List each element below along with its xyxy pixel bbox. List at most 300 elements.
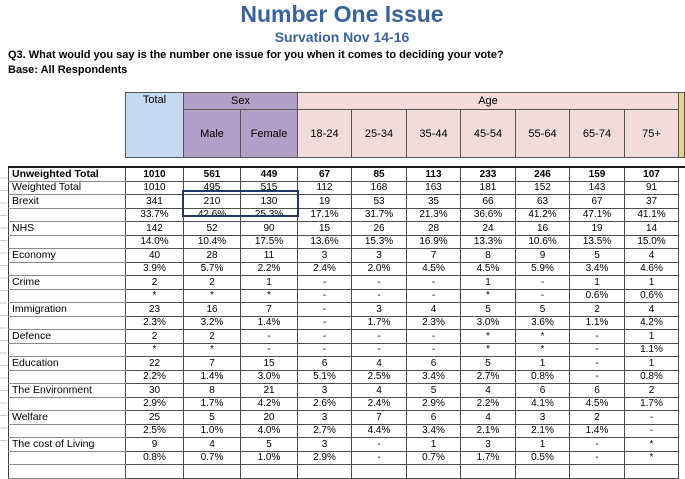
table-cell[interactable]: 4 <box>461 411 516 425</box>
table-cell[interactable]: 1.4% <box>184 370 241 384</box>
table-cell[interactable]: 3 <box>298 249 352 263</box>
column-header-age-75plus[interactable]: 75+ <box>625 110 679 158</box>
table-cell[interactable]: 16 <box>184 303 241 317</box>
table-cell[interactable]: * <box>126 289 184 303</box>
table-cell[interactable]: - <box>570 343 625 357</box>
table-cell[interactable]: 0.8% <box>625 370 679 384</box>
table-cell[interactable]: * <box>461 343 516 357</box>
table-cell-cutoff <box>679 276 685 290</box>
table-cell[interactable]: 25.3% <box>241 208 298 222</box>
table-cell[interactable]: 6 <box>516 384 570 398</box>
table-cell[interactable]: 11 <box>241 249 298 263</box>
table-cell[interactable]: 37 <box>625 195 679 209</box>
table-cell[interactable]: 90 <box>241 222 298 236</box>
table-cell[interactable]: 2 <box>126 330 184 344</box>
table-cell[interactable]: 2.1% <box>516 424 570 438</box>
table-cell[interactable]: 5 <box>461 357 516 371</box>
table-cell[interactable]: 4 <box>461 384 516 398</box>
table-cell[interactable]: - <box>407 330 461 344</box>
row-label[interactable] <box>9 208 126 222</box>
table-row <box>9 397 685 411</box>
table-cell[interactable]: 2 <box>570 303 625 317</box>
table-cell[interactable]: - <box>407 343 461 357</box>
table-cell[interactable]: - <box>352 343 407 357</box>
table-row <box>9 330 685 344</box>
table-cell[interactable]: 22 <box>126 357 184 371</box>
table-cell[interactable]: 2.3% <box>126 316 184 330</box>
demographics-header <box>125 92 685 158</box>
table-cell[interactable]: 3.9% <box>126 262 184 276</box>
table-cell[interactable]: 91 <box>625 181 679 195</box>
table-cell[interactable]: 15.0% <box>625 235 679 249</box>
table-cell[interactable]: 3.4% <box>407 370 461 384</box>
table-cell[interactable]: * <box>516 343 570 357</box>
table-cell[interactable]: 8 <box>184 384 241 398</box>
table-cell[interactable]: 2.2% <box>126 370 184 384</box>
table-cell[interactable]: 4.2% <box>241 397 298 411</box>
table-cell[interactable]: * <box>625 451 679 465</box>
table-cell[interactable]: 341 <box>126 195 184 209</box>
row-label[interactable]: Crime <box>9 276 126 290</box>
table-cell[interactable]: 7 <box>241 303 298 317</box>
table-cell[interactable]: 6 <box>407 411 461 425</box>
table-cell[interactable]: 5.9% <box>516 262 570 276</box>
table-row <box>9 262 685 276</box>
table-cell[interactable]: 3.4% <box>407 424 461 438</box>
row-label[interactable] <box>9 397 126 411</box>
column-header-male[interactable]: Male <box>184 110 241 158</box>
table-cell[interactable]: - <box>352 330 407 344</box>
table-cell[interactable]: 26 <box>352 222 407 236</box>
table-cell[interactable]: 2.4% <box>298 262 352 276</box>
table-cell[interactable]: 25 <box>126 411 184 425</box>
table-cell[interactable]: 10.6% <box>516 235 570 249</box>
table-cell[interactable]: 1 <box>516 438 570 452</box>
table-cell[interactable]: 3 <box>298 438 352 452</box>
table-row <box>9 276 685 290</box>
table-cell[interactable]: 5 <box>407 384 461 398</box>
table-cell[interactable]: 2.3% <box>407 316 461 330</box>
table-cell[interactable]: 19 <box>298 195 352 209</box>
table-cell[interactable]: 210 <box>184 195 241 209</box>
table-cell-cutoff <box>679 397 685 411</box>
table-cell[interactable]: 4.2% <box>625 316 679 330</box>
table-row <box>9 208 685 222</box>
table-cell[interactable]: 1 <box>461 276 516 290</box>
table-cell[interactable]: 2.9% <box>126 397 184 411</box>
table-cell[interactable]: 7 <box>407 249 461 263</box>
column-header-age-25-34[interactable]: 25-34 <box>352 110 407 158</box>
table-cell[interactable]: 0.7% <box>407 451 461 465</box>
table-cell[interactable]: 28 <box>184 249 241 263</box>
table-cell[interactable]: - <box>352 276 407 290</box>
table-cell[interactable]: 15 <box>298 222 352 236</box>
row-label[interactable]: NHS <box>9 222 126 236</box>
table-cell-cutoff <box>679 343 685 357</box>
table-cell[interactable]: 7 <box>352 411 407 425</box>
row-label[interactable]: Unweighted Total <box>9 167 126 181</box>
table-cell[interactable]: 30 <box>126 384 184 398</box>
report-subtitle: Survation Nov 14-16 <box>274 29 410 45</box>
row-label[interactable] <box>9 465 126 479</box>
table-cell[interactable]: 17.1% <box>298 208 352 222</box>
row-label[interactable] <box>9 316 126 330</box>
row-label[interactable]: Brexit <box>9 195 126 209</box>
table-cell[interactable]: 2.9% <box>407 397 461 411</box>
row-label[interactable] <box>9 451 126 465</box>
table-cell[interactable]: 143 <box>570 181 625 195</box>
table-cell[interactable]: 181 <box>461 181 516 195</box>
table-cell[interactable]: 1.0% <box>241 451 298 465</box>
table-cell[interactable]: 13.6% <box>298 235 352 249</box>
table-cell[interactable]: 5 <box>461 303 516 317</box>
table-cell[interactable]: 19 <box>570 222 625 236</box>
table-cell[interactable]: 1 <box>407 438 461 452</box>
table-cell-cutoff <box>679 451 685 465</box>
table-cell-cutoff <box>679 330 685 344</box>
table-cell[interactable]: 23 <box>126 303 184 317</box>
table-cell[interactable]: 142 <box>126 222 184 236</box>
row-label[interactable]: Immigration <box>9 303 126 317</box>
results-table <box>8 166 685 479</box>
base-text: Base: All Respondents <box>8 64 128 76</box>
table-cell[interactable]: 5 <box>241 438 298 452</box>
table-cell[interactable]: - <box>570 357 625 371</box>
table-cell[interactable] <box>407 465 461 479</box>
table-cell[interactable] <box>126 465 184 479</box>
table-cell[interactable]: 66 <box>461 195 516 209</box>
table-cell[interactable]: 2.2% <box>461 397 516 411</box>
table-cell[interactable]: 2.6% <box>298 397 352 411</box>
table-cell[interactable]: 28 <box>407 222 461 236</box>
table-cell[interactable]: 5 <box>184 411 241 425</box>
table-cell[interactable]: 42.6% <box>184 208 241 222</box>
table-cell[interactable]: 107 <box>625 167 679 181</box>
table-cell[interactable]: 1 <box>625 276 679 290</box>
table-cell[interactable]: 14 <box>625 222 679 236</box>
table-cell[interactable]: 6 <box>407 357 461 371</box>
row-label[interactable]: Education <box>9 357 126 371</box>
table-cell[interactable]: 2.2% <box>241 262 298 276</box>
table-cell[interactable]: - <box>298 316 352 330</box>
table-cell[interactable]: 6 <box>570 384 625 398</box>
table-cell[interactable]: 4.4% <box>352 424 407 438</box>
table-cell[interactable]: 41.2% <box>516 208 570 222</box>
table-cell[interactable]: 2.5% <box>126 424 184 438</box>
table-cell[interactable]: 4 <box>407 303 461 317</box>
table-cell-cutoff <box>679 181 685 195</box>
table-cell[interactable]: 2 <box>184 276 241 290</box>
table-cell[interactable]: 2 <box>570 411 625 425</box>
table-cell[interactable]: 15 <box>241 357 298 371</box>
table-cell-cutoff <box>679 370 685 384</box>
table-cell[interactable]: * <box>516 330 570 344</box>
table-cell[interactable]: * <box>184 289 241 303</box>
table-cell[interactable]: 14.0% <box>126 235 184 249</box>
table-cell[interactable]: 63 <box>516 195 570 209</box>
table-cell[interactable]: 1 <box>625 330 679 344</box>
table-cell[interactable]: 5 <box>516 303 570 317</box>
table-cell[interactable]: - <box>298 343 352 357</box>
table-cell[interactable]: 67 <box>298 167 352 181</box>
table-cell[interactable]: * <box>241 289 298 303</box>
table-cell[interactable]: - <box>241 343 298 357</box>
table-cell[interactable]: 4 <box>352 357 407 371</box>
table-cell[interactable]: 41.1% <box>625 208 679 222</box>
table-cell[interactable]: 3.4% <box>570 262 625 276</box>
table-cell[interactable]: 52 <box>184 222 241 236</box>
table-cell[interactable]: 0.7% <box>184 451 241 465</box>
table-cell[interactable]: 0.5% <box>516 451 570 465</box>
table-cell[interactable]: 3 <box>516 411 570 425</box>
column-header-age-45-54[interactable]: 45-54 <box>461 110 516 158</box>
table-cell[interactable]: 168 <box>352 181 407 195</box>
column-header-age-35-44[interactable]: 35-44 <box>407 110 461 158</box>
table-cell[interactable]: 85 <box>352 167 407 181</box>
table-cell[interactable]: 24 <box>461 222 516 236</box>
table-cell[interactable]: 17.5% <box>241 235 298 249</box>
table-cell-cutoff <box>679 424 685 438</box>
table-cell[interactable]: * <box>625 438 679 452</box>
column-header-age-65-74[interactable]: 65-74 <box>570 110 625 158</box>
table-cell[interactable]: 4.6% <box>625 262 679 276</box>
table-cell[interactable]: - <box>241 330 298 344</box>
row-label[interactable] <box>9 262 126 276</box>
table-cell[interactable]: 1.7% <box>352 316 407 330</box>
table-cell-cutoff <box>679 195 685 209</box>
table-row <box>9 465 685 479</box>
table-cell[interactable]: 2 <box>126 276 184 290</box>
table-cell[interactable]: 246 <box>516 167 570 181</box>
table-cell[interactable]: 2.0% <box>352 262 407 276</box>
table-cell[interactable]: - <box>570 370 625 384</box>
table-cell[interactable]: 35 <box>407 195 461 209</box>
table-cell[interactable]: - <box>298 276 352 290</box>
table-cell[interactable]: 3.0% <box>241 370 298 384</box>
table-cell[interactable]: 16 <box>516 222 570 236</box>
row-label[interactable]: Economy <box>9 249 126 263</box>
row-label[interactable]: The cost of Living <box>9 438 126 452</box>
table-cell[interactable]: 0.6% <box>625 289 679 303</box>
table-row <box>9 316 685 330</box>
table-cell[interactable]: 5 <box>570 249 625 263</box>
table-cell[interactable]: 4.5% <box>570 397 625 411</box>
table-cell[interactable]: 2 <box>625 384 679 398</box>
table-cell[interactable]: 2.4% <box>352 397 407 411</box>
table-cell[interactable]: 7 <box>184 357 241 371</box>
table-cell[interactable]: - <box>570 438 625 452</box>
table-cell[interactable]: * <box>126 343 184 357</box>
row-label[interactable]: Weighted Total <box>9 181 126 195</box>
table-row <box>9 167 685 181</box>
table-cell[interactable]: 1.0% <box>184 424 241 438</box>
table-cell[interactable]: 40 <box>126 249 184 263</box>
table-cell[interactable]: - <box>625 424 679 438</box>
table-cell[interactable]: 20 <box>241 411 298 425</box>
row-label[interactable]: The Environment <box>9 384 126 398</box>
table-cell[interactable]: 495 <box>184 181 241 195</box>
table-cell[interactable]: 1.1% <box>625 343 679 357</box>
table-cell[interactable] <box>352 465 407 479</box>
table-cell[interactable]: 13.5% <box>570 235 625 249</box>
column-header-age-55-64[interactable]: 55-64 <box>516 110 570 158</box>
row-label[interactable] <box>9 289 126 303</box>
table-cell[interactable]: 15.3% <box>352 235 407 249</box>
table-row <box>9 235 685 249</box>
table-cell[interactable]: 1.1% <box>570 316 625 330</box>
table-cell[interactable]: 515 <box>241 181 298 195</box>
table-cell[interactable]: 1 <box>241 276 298 290</box>
row-label[interactable]: Defence <box>9 330 126 344</box>
table-cell[interactable]: 9 <box>516 249 570 263</box>
table-cell[interactable]: 0.6% <box>570 289 625 303</box>
column-group-sex[interactable]: Sex <box>184 93 298 110</box>
table-cell[interactable]: * <box>461 330 516 344</box>
table-cell[interactable]: - <box>352 438 407 452</box>
row-label[interactable]: Welfare <box>9 411 126 425</box>
table-cell[interactable] <box>184 465 241 479</box>
table-cell[interactable]: - <box>407 276 461 290</box>
table-cell[interactable]: 53 <box>352 195 407 209</box>
table-cell[interactable]: 113 <box>407 167 461 181</box>
table-cell-cutoff <box>679 167 685 181</box>
table-cell[interactable]: 1.7% <box>184 397 241 411</box>
table-cell-cutoff <box>679 289 685 303</box>
table-cell[interactable]: 33.7% <box>126 208 184 222</box>
table-cell[interactable]: 3 <box>298 384 352 398</box>
table-cell[interactable]: 4.5% <box>461 262 516 276</box>
table-cell[interactable]: 130 <box>241 195 298 209</box>
table-cell[interactable]: - <box>516 276 570 290</box>
table-row <box>9 451 685 465</box>
table-cell[interactable]: 21.3% <box>407 208 461 222</box>
table-cell[interactable]: 4 <box>184 438 241 452</box>
table-cell[interactable]: 36.6% <box>461 208 516 222</box>
table-cell[interactable] <box>570 465 625 479</box>
table-cell[interactable]: 47.1% <box>570 208 625 222</box>
table-cell[interactable]: * <box>184 343 241 357</box>
table-row <box>9 181 685 195</box>
table-cell[interactable]: 1 <box>570 276 625 290</box>
table-cell[interactable]: - <box>407 289 461 303</box>
table-cell[interactable]: 5.7% <box>184 262 241 276</box>
table-cell[interactable]: 3 <box>298 411 352 425</box>
table-cell[interactable]: 1 <box>516 357 570 371</box>
table-cell[interactable]: 4 <box>625 249 679 263</box>
table-cell[interactable]: 1.7% <box>625 397 679 411</box>
table-cell[interactable]: 449 <box>241 167 298 181</box>
table-cell[interactable]: 3.0% <box>461 316 516 330</box>
table-cell[interactable]: 3 <box>461 438 516 452</box>
row-label[interactable] <box>9 370 126 384</box>
table-row <box>9 357 685 371</box>
spreadsheet-gridline-ticks <box>0 166 7 449</box>
table-cell[interactable]: - <box>570 451 625 465</box>
table-cell[interactable]: 2.7% <box>461 370 516 384</box>
row-label[interactable] <box>9 235 126 249</box>
table-cell[interactable] <box>241 465 298 479</box>
table-cell[interactable]: 3 <box>352 249 407 263</box>
table-cell[interactable]: 4.0% <box>241 424 298 438</box>
table-cell[interactable]: 13.3% <box>461 235 516 249</box>
table-cell[interactable] <box>298 465 352 479</box>
table-cell[interactable]: * <box>461 289 516 303</box>
table-cell[interactable]: - <box>298 330 352 344</box>
table-cell[interactable]: 163 <box>407 181 461 195</box>
table-cell[interactable]: - <box>352 289 407 303</box>
table-row <box>9 438 685 452</box>
column-header-female[interactable]: Female <box>241 110 298 158</box>
table-cell[interactable]: 2.5% <box>352 370 407 384</box>
table-cell[interactable]: - <box>516 289 570 303</box>
table-cell[interactable]: 1010 <box>126 167 184 181</box>
table-row <box>9 195 685 209</box>
table-cell-cutoff <box>679 222 685 236</box>
table-cell[interactable]: 9 <box>126 438 184 452</box>
table-cell[interactable]: 1.4% <box>241 316 298 330</box>
table-cell[interactable]: 3.6% <box>516 316 570 330</box>
table-cell[interactable]: - <box>352 451 407 465</box>
column-header-total[interactable]: Total <box>126 93 184 158</box>
table-cell[interactable]: 2.9% <box>298 451 352 465</box>
column-header-age-18-24[interactable]: 18-24 <box>298 110 352 158</box>
table-cell[interactable]: 0.8% <box>126 451 184 465</box>
table-cell[interactable]: 2.1% <box>461 424 516 438</box>
table-cell-cutoff <box>679 438 685 452</box>
table-cell[interactable]: 31.7% <box>352 208 407 222</box>
table-cell[interactable]: 0.8% <box>516 370 570 384</box>
row-label[interactable] <box>9 343 126 357</box>
table-row <box>9 222 685 236</box>
table-row <box>9 370 685 384</box>
table-cell[interactable]: 159 <box>570 167 625 181</box>
table-cell[interactable]: 561 <box>184 167 241 181</box>
table-cell[interactable]: 152 <box>516 181 570 195</box>
table-cell[interactable]: - <box>570 330 625 344</box>
column-group-age[interactable]: Age <box>298 93 679 110</box>
table-cell[interactable]: 5.1% <box>298 370 352 384</box>
table-cell[interactable]: 6 <box>298 357 352 371</box>
table-cell[interactable]: 4.1% <box>516 397 570 411</box>
table-cell[interactable]: 21 <box>241 384 298 398</box>
table-cell[interactable]: - <box>625 411 679 425</box>
table-cell[interactable]: 1.4% <box>570 424 625 438</box>
row-label[interactable] <box>9 424 126 438</box>
table-cell[interactable]: 10.4% <box>184 235 241 249</box>
table-cell[interactable]: 2 <box>184 330 241 344</box>
table-cell[interactable] <box>625 465 679 479</box>
table-cell[interactable]: 3.2% <box>184 316 241 330</box>
table-cell[interactable]: 1.7% <box>461 451 516 465</box>
table-cell[interactable]: 67 <box>570 195 625 209</box>
table-cell[interactable]: 16.9% <box>407 235 461 249</box>
table-cell[interactable]: 4 <box>352 384 407 398</box>
table-cell[interactable]: 1 <box>625 357 679 371</box>
table-cell[interactable]: 112 <box>298 181 352 195</box>
table-cell[interactable]: 4.5% <box>407 262 461 276</box>
table-cell[interactable] <box>516 465 570 479</box>
table-cell[interactable]: - <box>298 303 352 317</box>
table-cell[interactable]: 3 <box>352 303 407 317</box>
table-cell[interactable] <box>461 465 516 479</box>
table-cell[interactable]: 1010 <box>126 181 184 195</box>
table-cell[interactable]: - <box>298 289 352 303</box>
table-cell-cutoff <box>679 249 685 263</box>
table-cell[interactable]: 4 <box>625 303 679 317</box>
table-cell[interactable]: 2.7% <box>298 424 352 438</box>
table-cell[interactable]: 233 <box>461 167 516 181</box>
table-cell[interactable]: 8 <box>461 249 516 263</box>
